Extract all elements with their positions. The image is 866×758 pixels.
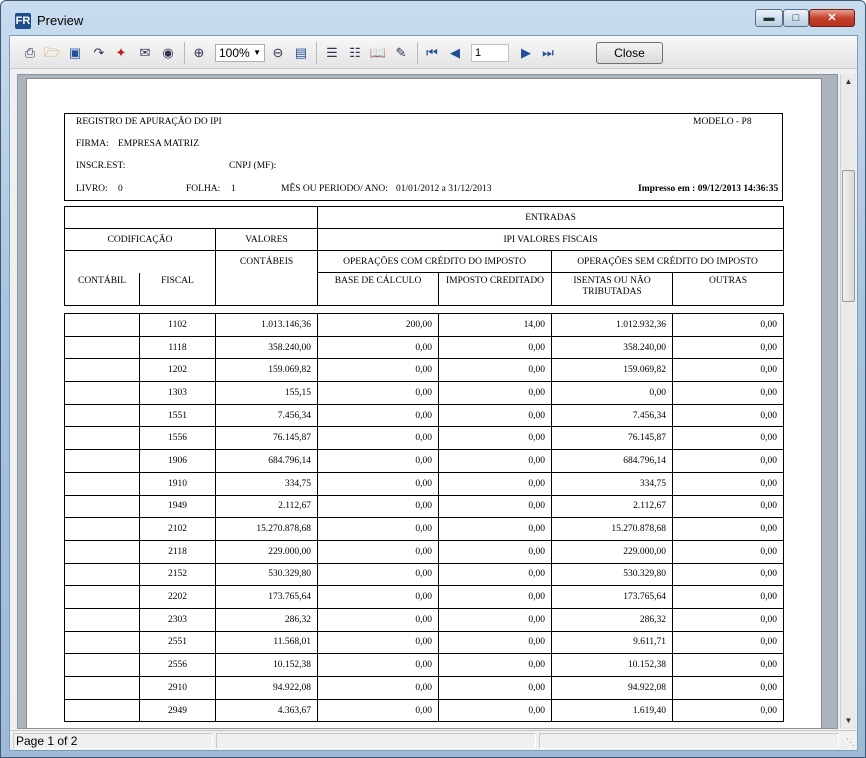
cell-valores-contabeis: 173.765,64 [216, 586, 318, 609]
cell-base-calculo: 0,00 [318, 427, 439, 450]
cell-outras: 0,00 [673, 586, 784, 609]
cell-outras: 0,00 [673, 472, 784, 495]
livro-value: 0 [118, 184, 123, 194]
folha-value: 1 [231, 184, 236, 194]
cell-isentas: 9.611,71 [552, 631, 673, 654]
firma-label: FIRMA: [76, 139, 109, 149]
cell-valores-contabeis: 358.240,00 [216, 336, 318, 359]
table-row [65, 518, 784, 541]
cell-fiscal: 1949 [140, 495, 216, 518]
cell-outras: 0,00 [673, 382, 784, 405]
cell-valores-contabeis: 76.145,87 [216, 427, 318, 450]
cell-imposto-creditado: 14,00 [439, 314, 552, 337]
status-cell [539, 733, 839, 749]
table-row [65, 359, 784, 382]
cell-contabil [65, 518, 140, 541]
export-icon[interactable]: ↷ [93, 45, 105, 60]
cell-fiscal: 2303 [140, 608, 216, 631]
table-row [65, 382, 784, 405]
cell-valores-contabeis: 155,15 [216, 382, 318, 405]
cell-outras: 0,00 [673, 608, 784, 631]
cell-imposto-creditado: 0,00 [439, 450, 552, 473]
cell-imposto-creditado: 0,00 [439, 586, 552, 609]
status-bar [10, 730, 857, 750]
livro-label: LIVRO: [76, 184, 108, 194]
header-imposto-creditado: IMPOSTO CREDITADO [439, 273, 552, 306]
cell-imposto-creditado: 0,00 [439, 427, 552, 450]
column-header-table [64, 206, 784, 306]
client-area [9, 35, 858, 751]
cell-fiscal: 2152 [140, 563, 216, 586]
print-icon[interactable]: ⎙ [24, 45, 36, 60]
cell-base-calculo: 0,00 [318, 336, 439, 359]
table-row [65, 472, 784, 495]
cell-contabil [65, 540, 140, 563]
cell-imposto-creditado: 0,00 [439, 495, 552, 518]
cell-fiscal: 2910 [140, 677, 216, 700]
cell-fiscal: 2118 [140, 540, 216, 563]
outline-icon[interactable]: ☰ [326, 45, 338, 60]
page-info: Page 1 of 2 [13, 733, 213, 749]
cell-valores-contabeis: 2.112,67 [216, 495, 318, 518]
header-contabeis: CONTÁBEIS [216, 251, 318, 273]
cell-isentas: 358.240,00 [552, 336, 673, 359]
last-page-icon[interactable]: ⏭ [542, 45, 554, 60]
table-row [65, 404, 784, 427]
zoom-value: 100% [219, 46, 250, 60]
cell-contabil [65, 631, 140, 654]
report-model: MODELO - P8 [693, 117, 752, 127]
cell-valores-contabeis: 684.796,14 [216, 450, 318, 473]
close-button[interactable]: Close [596, 42, 663, 64]
prev-page-icon[interactable]: ◀ [450, 45, 460, 60]
header-fiscal: FISCAL [140, 273, 216, 306]
next-page-icon[interactable]: ▶ [521, 45, 531, 60]
cell-base-calculo: 0,00 [318, 495, 439, 518]
cell-isentas: 0,00 [552, 382, 673, 405]
cell-outras: 0,00 [673, 359, 784, 382]
cell-base-calculo: 0,00 [318, 563, 439, 586]
app-icon: FR [15, 15, 31, 27]
cell-valores-contabeis: 229.000,00 [216, 540, 318, 563]
cell-fiscal: 1910 [140, 472, 216, 495]
cell-isentas: 76.145,87 [552, 427, 673, 450]
cell-isentas: 334,75 [552, 472, 673, 495]
first-page-icon[interactable]: ⏮ [426, 45, 438, 60]
cell-valores-contabeis: 10.152,38 [216, 654, 318, 677]
report-title: REGISTRO DE APURAÇÃO DO IPI [76, 117, 222, 127]
cell-fiscal: 1551 [140, 404, 216, 427]
toolbar-separator [316, 42, 317, 64]
cell-valores-contabeis: 15.270.878,68 [216, 518, 318, 541]
cell-fiscal: 2202 [140, 586, 216, 609]
cell-imposto-creditado: 0,00 [439, 631, 552, 654]
edit-icon[interactable]: ✎ [395, 45, 407, 60]
cell-contabil [65, 654, 140, 677]
cell-base-calculo: 0,00 [318, 382, 439, 405]
report-page [27, 79, 821, 729]
cell-imposto-creditado: 0,00 [439, 359, 552, 382]
header-isentas-line2: TRIBUTADAS [582, 287, 642, 297]
window-title: Preview [37, 13, 84, 28]
cell-contabil [65, 336, 140, 359]
cell-imposto-creditado: 0,00 [439, 608, 552, 631]
cell-isentas: 286,32 [552, 608, 673, 631]
cell-contabil [65, 495, 140, 518]
header-isentas-line1: ISENTAS OU NÃO [573, 276, 651, 286]
cell-base-calculo: 0,00 [318, 518, 439, 541]
cell-contabil [65, 699, 140, 722]
status-cell [216, 733, 536, 749]
cell-contabil [65, 427, 140, 450]
toolbar [10, 36, 857, 69]
cell-valores-contabeis: 286,32 [216, 608, 318, 631]
zoom-in-icon[interactable]: ⊕ [193, 45, 205, 60]
cell-valores-contabeis: 7.456,34 [216, 404, 318, 427]
zoom-select[interactable] [215, 44, 265, 62]
table-row [65, 450, 784, 473]
cell-base-calculo: 0,00 [318, 654, 439, 677]
header-base-calculo: BASE DE CÁLCULO [318, 273, 439, 306]
save-icon[interactable]: ▣ [68, 45, 82, 60]
table-row [65, 563, 784, 586]
cell-fiscal: 1556 [140, 427, 216, 450]
title-bar[interactable] [1, 1, 865, 35]
table-row [65, 495, 784, 518]
table-row [65, 427, 784, 450]
table-row [65, 631, 784, 654]
header-op-com-credito: OPERAÇÕES COM CRÉDITO DO IMPOSTO [318, 251, 552, 273]
cell-valores-contabeis: 530.329,80 [216, 563, 318, 586]
table-row [65, 677, 784, 700]
cell-outras: 0,00 [673, 404, 784, 427]
cell-base-calculo: 0,00 [318, 404, 439, 427]
cell-fiscal: 2949 [140, 699, 216, 722]
cell-base-calculo: 0,00 [318, 699, 439, 722]
cell-imposto-creditado: 0,00 [439, 654, 552, 677]
cell-fiscal: 2556 [140, 654, 216, 677]
cell-contabil [65, 404, 140, 427]
cell-isentas: 159.069,82 [552, 359, 673, 382]
cnpj-label: CNPJ (MF): [229, 161, 277, 171]
cell-outras: 0,00 [673, 631, 784, 654]
cell-fiscal: 1118 [140, 336, 216, 359]
cell-outras: 0,00 [673, 540, 784, 563]
cell-fiscal: 1202 [140, 359, 216, 382]
cell-imposto-creditado: 0,00 [439, 382, 552, 405]
toolbar-separator [184, 42, 185, 64]
cell-fiscal: 1906 [140, 450, 216, 473]
cell-fiscal: 1102 [140, 314, 216, 337]
table-row [65, 699, 784, 722]
cell-base-calculo: 0,00 [318, 631, 439, 654]
header-outras: OUTRAS [673, 273, 784, 306]
header-valores: VALORES [216, 229, 318, 251]
cell-imposto-creditado: 0,00 [439, 677, 552, 700]
table-row [65, 586, 784, 609]
cell-imposto-creditado: 0,00 [439, 404, 552, 427]
page-setup-icon[interactable]: 📖 [369, 45, 387, 60]
cell-fiscal: 1303 [140, 382, 216, 405]
header-codificacao: CODIFICAÇÃO [65, 229, 216, 251]
scroll-down-icon[interactable]: ▼ [844, 716, 853, 725]
header-isentas [552, 273, 673, 306]
table-row [65, 540, 784, 563]
cell-outras: 0,00 [673, 654, 784, 677]
table-row [65, 608, 784, 631]
cell-valores-contabeis: 1.013.146,36 [216, 314, 318, 337]
vertical-scrollbar[interactable] [840, 74, 856, 729]
cell-fiscal: 2551 [140, 631, 216, 654]
cell-outras: 0,00 [673, 699, 784, 722]
cell-outras: 0,00 [673, 450, 784, 473]
cell-fiscal: 2102 [140, 518, 216, 541]
thumbnails-icon[interactable]: ☷ [349, 45, 361, 60]
cell-imposto-creditado: 0,00 [439, 563, 552, 586]
cell-contabil [65, 359, 140, 382]
table-row [65, 314, 784, 337]
header-ipi-valores-fiscais: IPI VALORES FISCAIS [318, 229, 784, 251]
cell-contabil [65, 450, 140, 473]
cell-isentas: 1.012.932,36 [552, 314, 673, 337]
header-blank-3 [216, 273, 318, 306]
cell-isentas: 530.329,80 [552, 563, 673, 586]
maximize-button[interactable]: □ [783, 9, 809, 27]
header-blank-2 [65, 251, 216, 273]
cell-outras: 0,00 [673, 427, 784, 450]
minimize-button[interactable]: ▬ [755, 9, 783, 27]
cell-valores-contabeis: 159.069,82 [216, 359, 318, 382]
find-icon[interactable]: ◉ [162, 45, 174, 60]
cell-isentas: 1.619,40 [552, 699, 673, 722]
cell-imposto-creditado: 0,00 [439, 540, 552, 563]
cell-outras: 0,00 [673, 563, 784, 586]
cell-outras: 0,00 [673, 495, 784, 518]
header-contabil: CONTÁBIL [65, 273, 140, 306]
cell-base-calculo: 0,00 [318, 540, 439, 563]
periodo-label: MÊS OU PERIODO/ ANO: [281, 184, 388, 194]
email-icon[interactable]: ✉ [139, 45, 151, 60]
cell-base-calculo: 0,00 [318, 608, 439, 631]
scroll-thumb[interactable] [842, 170, 855, 302]
cell-contabil [65, 314, 140, 337]
open-folder-icon[interactable]: 🗁 [43, 45, 61, 60]
preview-viewport[interactable] [17, 74, 838, 729]
cell-imposto-creditado: 0,00 [439, 472, 552, 495]
resize-grip-icon[interactable]: ⋱ [846, 737, 855, 747]
table-row [65, 654, 784, 677]
report-header-box [64, 113, 783, 201]
cell-isentas: 10.152,38 [552, 654, 673, 677]
cell-contabil [65, 563, 140, 586]
folha-label: FOLHA: [186, 184, 221, 194]
page-number-input[interactable]: 1 [471, 44, 509, 62]
chevron-down-icon: ▼ [253, 48, 261, 57]
cell-isentas: 229.000,00 [552, 540, 673, 563]
cell-contabil [65, 677, 140, 700]
cell-outras: 0,00 [673, 518, 784, 541]
pdf-icon[interactable]: ✦ [115, 45, 127, 60]
periodo-value: 01/01/2012 a 31/12/2013 [396, 184, 492, 194]
cell-isentas: 15.270.878,68 [552, 518, 673, 541]
cell-base-calculo: 0,00 [318, 586, 439, 609]
cell-contabil [65, 472, 140, 495]
cell-isentas: 7.456,34 [552, 404, 673, 427]
cell-imposto-creditado: 0,00 [439, 336, 552, 359]
cell-base-calculo: 0,00 [318, 677, 439, 700]
cell-valores-contabeis: 4.363,67 [216, 699, 318, 722]
table-row [65, 336, 784, 359]
cell-contabil [65, 608, 140, 631]
zoom-out-icon[interactable]: ⊖ [272, 45, 284, 60]
scroll-up-icon[interactable]: ▲ [844, 77, 853, 86]
cell-base-calculo: 200,00 [318, 314, 439, 337]
data-table [64, 313, 784, 722]
inscr-label: INSCR.EST: [76, 161, 126, 171]
cell-isentas: 173.765,64 [552, 586, 673, 609]
firma-value: EMPRESA MATRIZ [118, 139, 200, 149]
cell-contabil [65, 586, 140, 609]
cell-outras: 0,00 [673, 336, 784, 359]
cell-valores-contabeis: 94.922,08 [216, 677, 318, 700]
header-blank [65, 207, 318, 229]
header-op-sem-credito: OPERAÇÕES SEM CRÉDITO DO IMPOSTO [552, 251, 784, 273]
toolbar-separator [417, 42, 418, 64]
cell-outras: 0,00 [673, 314, 784, 337]
cell-base-calculo: 0,00 [318, 472, 439, 495]
cell-imposto-creditado: 0,00 [439, 518, 552, 541]
cell-base-calculo: 0,00 [318, 450, 439, 473]
header-entradas: ENTRADAS [318, 207, 784, 229]
full-screen-icon[interactable]: ▤ [294, 45, 308, 60]
cell-valores-contabeis: 334,75 [216, 472, 318, 495]
cell-imposto-creditado: 0,00 [439, 699, 552, 722]
cell-outras: 0,00 [673, 677, 784, 700]
printed-timestamp: Impresso em : 09/12/2013 14:36:35 [638, 184, 779, 194]
cell-contabil [65, 382, 140, 405]
window-close-button[interactable]: ✕ [809, 9, 855, 27]
cell-isentas: 2.112,67 [552, 495, 673, 518]
cell-valores-contabeis: 11.568,01 [216, 631, 318, 654]
cell-isentas: 94.922,08 [552, 677, 673, 700]
cell-base-calculo: 0,00 [318, 359, 439, 382]
cell-isentas: 684.796,14 [552, 450, 673, 473]
